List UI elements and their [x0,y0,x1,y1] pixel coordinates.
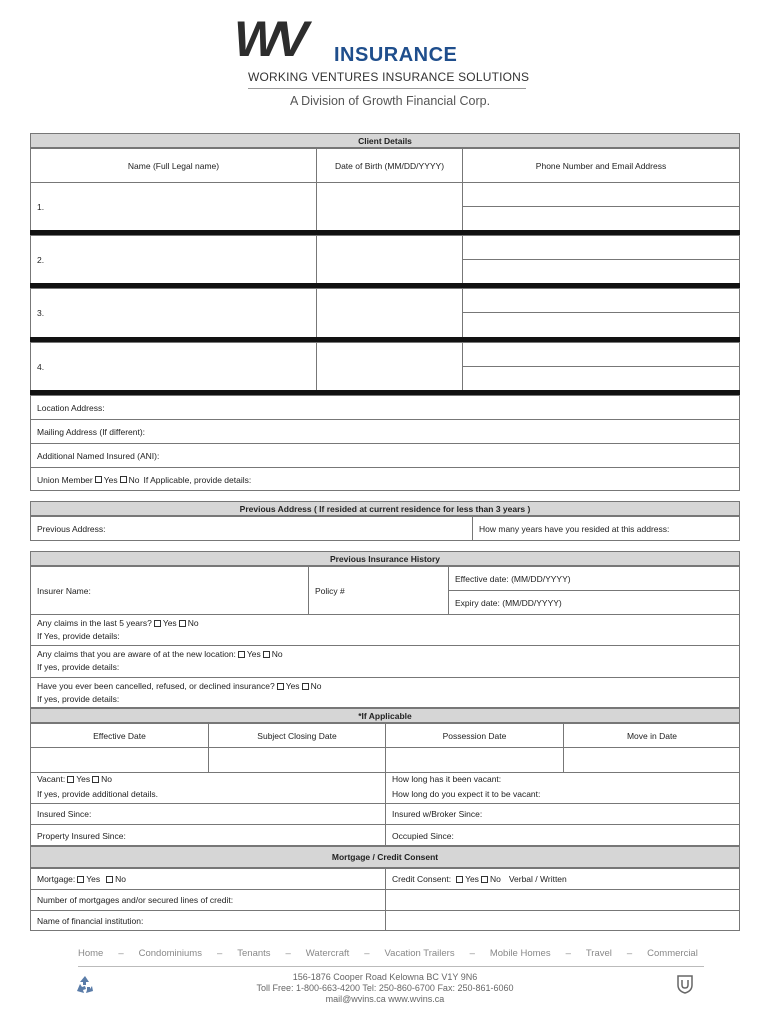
footer-link-vacation-trailers[interactable]: Vacation Trailers [384,948,455,959]
footer-web[interactable]: mail@wvins.ca www.wvins.ca [325,994,445,1004]
previous-address-title: Previous Address ( If resided at current residence for less than 3 years ) [30,501,740,516]
union-no-checkbox[interactable] [120,476,127,483]
col-possession-date: Possession Date [385,723,563,747]
footer-link-home[interactable]: Home [78,948,104,959]
union-yes-checkbox[interactable] [95,476,102,483]
insurer-name-field[interactable]: Insurer Name: [30,566,308,614]
if-applicable-section [30,708,740,846]
mortgage-count-input[interactable] [385,889,740,910]
footer-link-commercial[interactable]: Commercial [647,948,698,959]
vacancy-duration[interactable]: How long has it been vacant: How long do you expect it to be vacant: [385,772,740,803]
vacant-no-checkbox[interactable] [92,776,99,783]
union-member-row: Union Member Yes No If Applicable, provide details: [30,467,740,491]
claims-row: Any claims in the last 5 years? Yes No If Yes, provide details: [30,614,740,645]
footer-link-condominiums[interactable]: Condominiums [138,948,202,959]
years-resided-field[interactable]: How many years have you resided at this address: [472,516,740,541]
closing-date-input[interactable] [208,747,385,772]
col-name-header: Name (Full Legal name) [30,148,316,182]
aware-yes-checkbox[interactable] [238,651,245,658]
col-effective-date: Effective Date [30,723,208,747]
broker-since-field[interactable]: Insured w/Broker Since: [385,803,740,824]
logo-mark: WV [234,11,303,67]
col-dob-header: Date of Birth (MM/DD/YYYY) [316,148,462,182]
insured-since-field[interactable]: Insured Since: [30,803,385,824]
previous-address-field[interactable]: Previous Address: [30,516,472,541]
aware-claims-row: Any claims that you are aware of at the new location: Yes No If yes, provide details: [30,645,740,677]
cancelled-no-checkbox[interactable] [302,683,309,690]
cancelled-row: Have you ever been cancelled, refused, or declined insurance? Yes No If yes, provide details: [30,677,740,708]
claims-no-checkbox[interactable] [179,620,186,627]
tagline: WORKING VENTURES INSURANCE SOLUTIONS [248,70,530,84]
insurance-history-section [30,551,740,708]
mortgage-count-field[interactable]: Number of mortgages and/or secured lines of credit: [30,889,385,910]
division-text: A Division of Growth Financial Corp. [290,94,491,108]
client-details-title: Client Details [30,133,740,148]
cancelled-yes-checkbox[interactable] [277,683,284,690]
property-insured-since-field[interactable]: Property Insured Since: [30,824,385,846]
policy-number-field[interactable]: Policy # [308,566,448,614]
client-row[interactable]: 1. [30,182,740,230]
ani-field[interactable]: Additional Named Insured (ANI): [30,443,740,467]
footer-nav: Home – Condominiums – Tenants – Watercraft – Vacation Trailers – Mobile Homes – Travel – Commercial [78,948,698,959]
if-applicable-title: *If Applicable [30,708,740,723]
col-move-in-date: Move in Date [563,723,740,747]
brand-name: INSURANCE [334,44,458,66]
footer-link-watercraft[interactable]: Watercraft [305,948,350,959]
vacant-yes-checkbox[interactable] [67,776,74,783]
previous-address-section [30,501,740,541]
expiry-date-field[interactable]: Expiry date: (MM/DD/YYYY) [448,590,740,614]
col-contact-header: Phone Number and Email Address [462,148,740,182]
insurance-history-title: Previous Insurance History [30,551,740,566]
aware-no-checkbox[interactable] [263,651,270,658]
footer-phones: Toll Free: 1-800-663-4200 Tel: 250-860-6700 Fax: 250-861-6060 [256,983,514,993]
occupied-since-field[interactable]: Occupied Since: [385,824,740,846]
footer-link-mobile-homes[interactable]: Mobile Homes [489,948,551,959]
effective-date-input[interactable] [30,747,208,772]
mortgage-no-checkbox[interactable] [106,876,113,883]
mortgage-row: Mortgage: Yes No [30,868,385,889]
location-address-field[interactable]: Location Address: [30,395,740,419]
institution-input[interactable] [385,910,740,931]
credit-no-checkbox[interactable] [481,876,488,883]
footer-link-tenants[interactable]: Tenants [237,948,271,959]
mortgage-title: Mortgage / Credit Consent [30,846,740,868]
credit-consent-row: Credit Consent: Yes No Verbal / Written [385,868,740,889]
col-closing-date: Subject Closing Date [208,723,385,747]
effective-date-field[interactable]: Effective date: (MM/DD/YYYY) [448,566,740,590]
mortgage-section [30,846,740,931]
footer-address: 156-1876 Cooper Road Kelowna BC V1Y 9N6 [292,972,478,982]
institution-field[interactable]: Name of financial institution: [30,910,385,931]
client-details-section [30,133,740,491]
footer-link-travel[interactable]: Travel [585,948,612,959]
client-row[interactable]: 2. [30,235,740,283]
vacant-row: Vacant: Yes No If yes, provide additional details. [30,772,385,803]
claims-yes-checkbox[interactable] [154,620,161,627]
mortgage-yes-checkbox[interactable] [77,876,84,883]
client-row[interactable]: 4. [30,342,740,390]
possession-date-input[interactable] [385,747,563,772]
credit-yes-checkbox[interactable] [456,876,463,883]
company-logo [234,11,534,112]
client-row[interactable]: 3. [30,288,740,337]
move-in-date-input[interactable] [563,747,740,772]
mailing-address-field[interactable]: Mailing Address (If different): [30,419,740,443]
